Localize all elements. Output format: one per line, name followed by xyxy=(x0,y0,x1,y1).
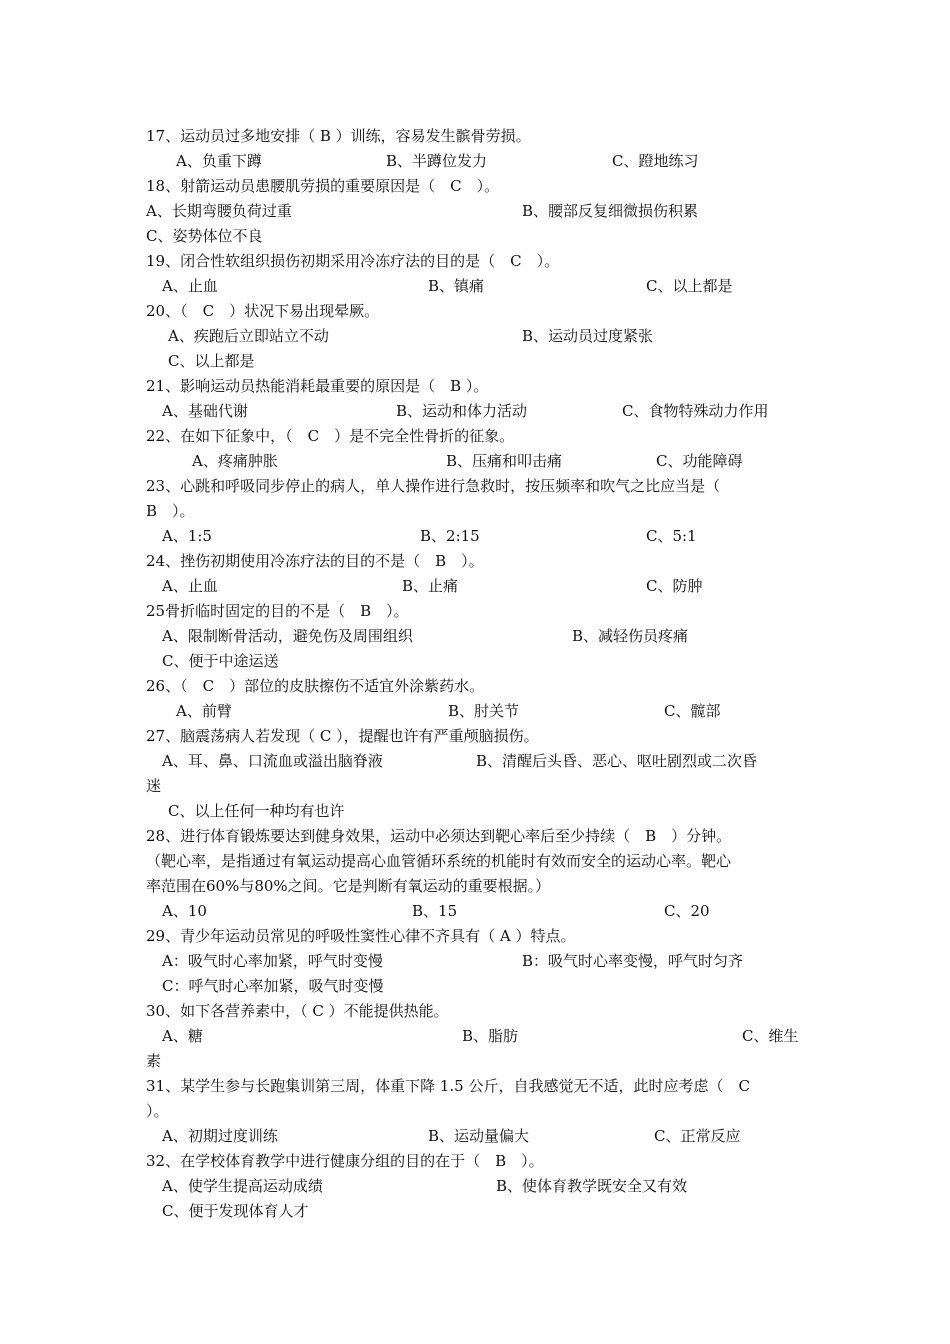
q27-option-b: B、清醒后头昏、恶心、呕吐剧烈或二次昏 xyxy=(476,752,758,770)
question-28: 28、进行体育锻炼要达到健身效果，运动中必须达到靶心率后至少持续（ B ）分钟。 xyxy=(146,827,732,845)
question-26: 26、（ C ）部位的皮肤擦伤不适宜外涂紫药水。 xyxy=(146,677,485,695)
question-20: 20、（ C ）状况下易出现晕厥。 xyxy=(146,302,380,320)
q22-option-c: C、功能障碍 xyxy=(656,452,743,470)
question-27: 27、脑震荡病人若发现（ C ），提醒也许有严重颅脑损伤。 xyxy=(146,727,539,745)
question-23-continued: B ）。 xyxy=(146,502,195,520)
q21-option-c: C、食物特殊动力作用 xyxy=(622,402,769,420)
q25-option-b: B、减轻伤员疼痛 xyxy=(572,627,689,645)
q31-option-c: C、正常反应 xyxy=(654,1127,741,1145)
q21-option-a: A、基础代谢 xyxy=(162,402,248,420)
q22-option-a: A、疼痛肿胀 xyxy=(192,452,278,470)
q18-option-a: A、长期弯腰负荷过重 xyxy=(146,202,292,220)
q20-option-b: B、运动员过度紧张 xyxy=(522,327,654,345)
q24-option-b: B、止痛 xyxy=(402,577,459,595)
question-23: 23、心跳和呼吸同步停止的病人，单人操作进行急救时，按压频率和吹气之比应当是（ xyxy=(146,477,721,495)
question-17: 17、运动员过多地安排（ B ）训练，容易发生髌骨劳损。 xyxy=(146,127,531,145)
q24-option-c: C、防肿 xyxy=(646,577,703,595)
q23-option-a: A、1:5 xyxy=(162,527,212,545)
q30-option-c-wrap: 素 xyxy=(146,1052,162,1070)
question-31-continued: ）。 xyxy=(146,1102,169,1120)
question-32: 32、在学校体育教学中进行健康分组的目的在于（ B ）。 xyxy=(146,1152,544,1170)
question-28-note-line-2: 率范围在60%与80%之间。它是判断有氧运动的重要根据。） xyxy=(146,877,551,895)
q23-option-c: C、5:1 xyxy=(646,527,697,545)
q28-option-b: B、15 xyxy=(412,902,458,920)
question-25: 25骨折临时固定的目的不是（ B ）。 xyxy=(146,602,409,620)
q31-option-a: A、初期过度训练 xyxy=(162,1127,278,1145)
q23-option-b: B、2:15 xyxy=(420,527,480,545)
q22-option-b: B、压痛和叩击痛 xyxy=(446,452,563,470)
q17-option-b: B、半蹲位发力 xyxy=(386,152,488,170)
q26-option-b: B、肘关节 xyxy=(448,702,520,720)
q29-option-a: A：吸气时心率加紧，呼气时变慢 xyxy=(162,952,383,970)
q25-option-a: A、限制断骨活动，避免伤及周围组织 xyxy=(162,627,413,645)
q31-option-b: B、运动量偏大 xyxy=(428,1127,530,1145)
q30-option-a: A、糖 xyxy=(162,1027,203,1045)
q18-option-b: B、腰部反复细微损伤积累 xyxy=(522,202,699,220)
q26-option-c: C、髋部 xyxy=(664,702,721,720)
question-30: 30、如下各营养素中，（ C ）不能提供热能。 xyxy=(146,1002,449,1020)
q32-option-b: B、使体育教学既安全又有效 xyxy=(496,1177,688,1195)
q19-option-c: C、以上都是 xyxy=(646,277,733,295)
q28-option-c: C、20 xyxy=(664,902,710,920)
question-19: 19、闭合性软组织损伤初期采用冷冻疗法的目的是（ C ）。 xyxy=(146,252,560,270)
q25-option-c: C、便于中途运送 xyxy=(162,652,279,670)
q30-option-b: B、脂肪 xyxy=(462,1027,519,1045)
question-29: 29、青少年运动员常见的呼吸性窦性心律不齐具有（ A ）特点。 xyxy=(146,927,576,945)
q19-option-a: A、止血 xyxy=(162,277,218,295)
q20-option-a: A、疾跑后立即站立不动 xyxy=(168,327,329,345)
question-31: 31、某学生参与长跑集训第三周，体重下降 1.5 公斤，自我感觉无不适，此时应考虑（ C xyxy=(146,1077,750,1095)
q27-option-a: A、耳、鼻、口流血或溢出脑脊液 xyxy=(162,752,383,770)
q18-option-c: C、姿势体位不良 xyxy=(146,227,263,245)
q21-option-b: B、运动和体力活动 xyxy=(396,402,528,420)
q26-option-a: A、前臂 xyxy=(176,702,232,720)
q27-option-b-wrap: 迷 xyxy=(146,777,162,795)
q32-option-c: C、便于发现体育人才 xyxy=(162,1202,309,1220)
q29-option-b: B：吸气时心率变慢，呼气时匀齐 xyxy=(522,952,744,970)
q20-option-c: C、以上都是 xyxy=(168,352,255,370)
question-28-note-line-1: （靶心率，是指通过有氧运动提高心血管循环系统的机能时有效而安全的运动心率。靶心 xyxy=(146,852,732,870)
question-21: 21、影响运动员热能消耗最重要的原因是（ B ）。 xyxy=(146,377,489,395)
q32-option-a: A、使学生提高运动成绩 xyxy=(162,1177,323,1195)
q19-option-b: B、镇痛 xyxy=(428,277,485,295)
q17-option-a: A、负重下蹲 xyxy=(176,152,262,170)
q24-option-a: A、止血 xyxy=(162,577,218,595)
q28-option-a: A、10 xyxy=(162,902,207,920)
question-22: 22、在如下征象中，（ C ）是不完全性骨折的征象。 xyxy=(146,427,515,445)
q29-option-c: C：呼气时心率加紧，吸气时变慢 xyxy=(162,977,384,995)
question-24: 24、挫伤初期使用冷冻疗法的目的不是（ B ）。 xyxy=(146,552,484,570)
q30-option-c: C、维生 xyxy=(742,1027,799,1045)
q17-option-c: C、蹬地练习 xyxy=(612,152,699,170)
question-18: 18、射箭运动员患腰肌劳损的重要原因是（ C ）。 xyxy=(146,177,500,195)
q27-option-c: C、以上任何一种均有也许 xyxy=(168,802,345,820)
